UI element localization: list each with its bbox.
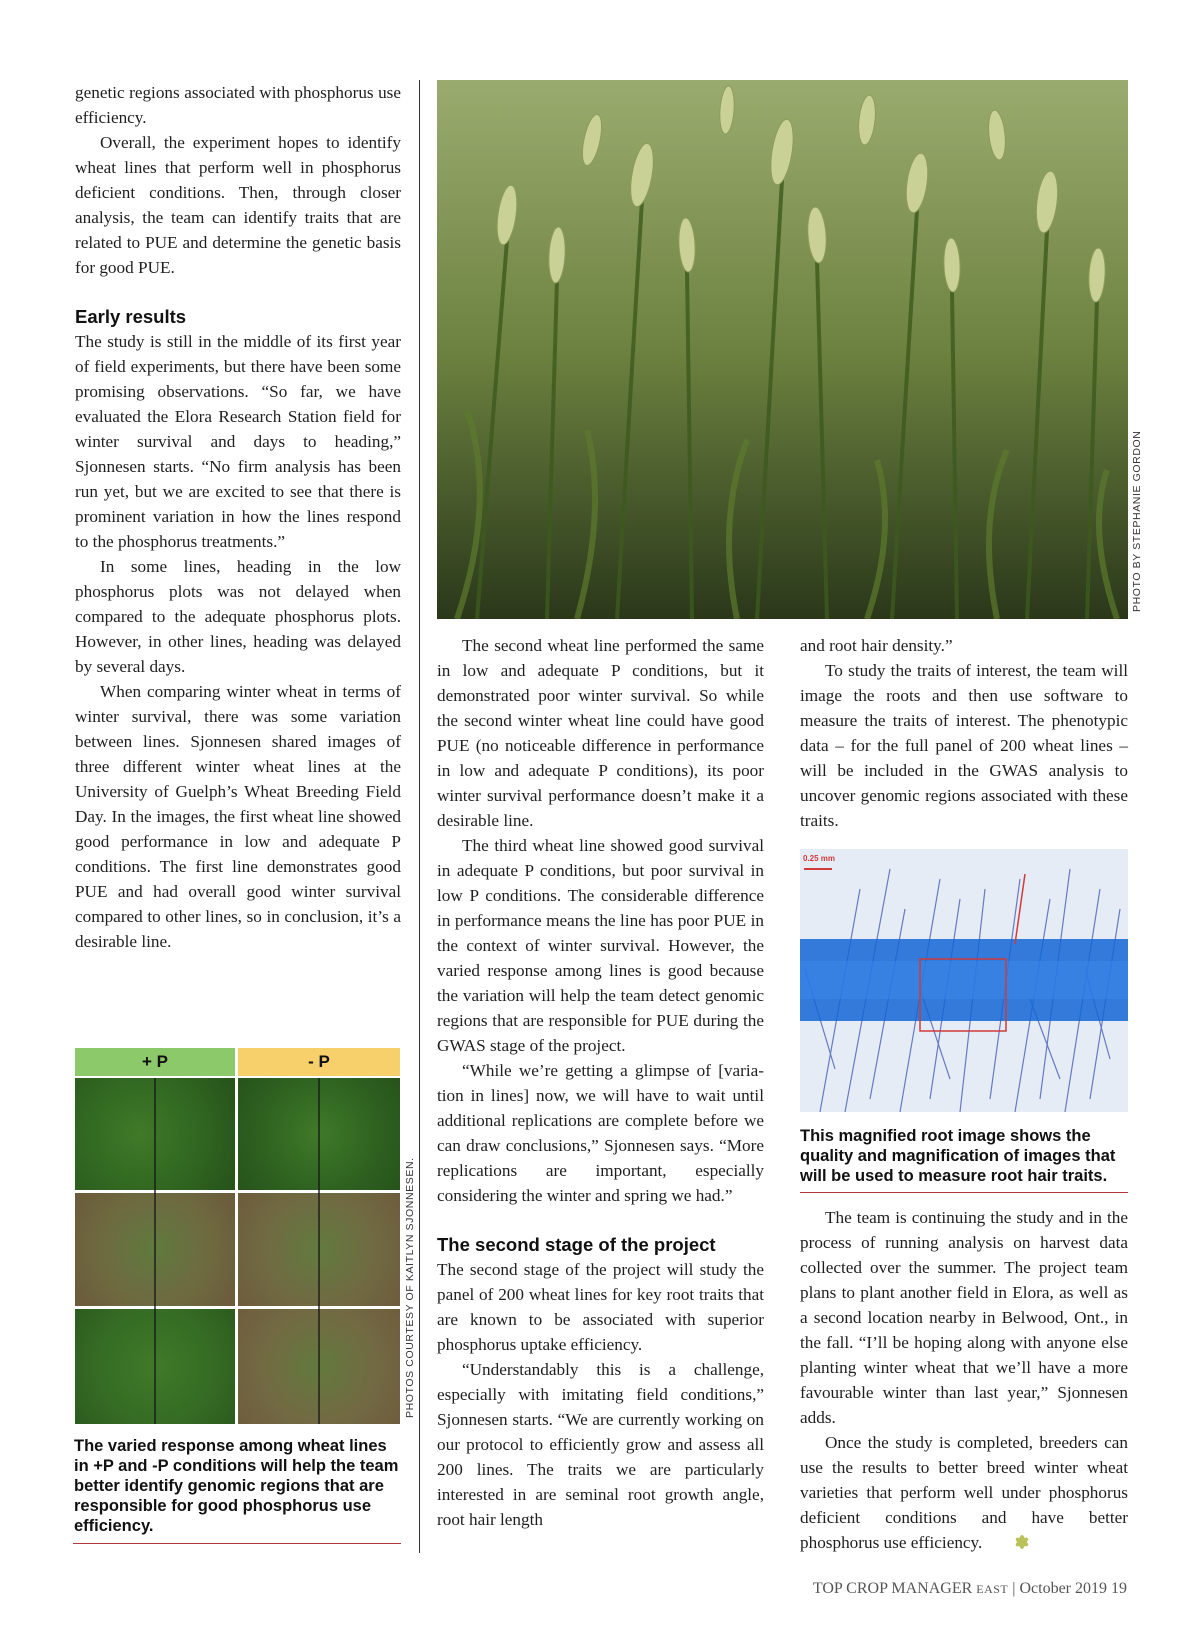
col3-paragraph-2: To study the traits of interest, the team will image the roots and then use software to measure the traits of interest. The phenotypic data – for the full panel of 200 wheat lines – will be included in the GWAS analysis to uncover genomic regions associated with these traits. xyxy=(800,661,1128,830)
col3-paragraph-1: and root hair density.” xyxy=(800,636,953,655)
root-microscope-photo xyxy=(800,849,1128,1112)
col3-paragraph-4 xyxy=(800,1430,1128,1555)
col3-paragraph-3: The team is continuing the study and in the process of running analysis on harvest data collected over the summer. The project team plans to plant another field in Elora, as well as a second location nearby in Belwood, Ont., in the fall. “I’ll be hoping along with anyone else planting winter wheat that we’ll have a more favourable winter than last year,” Sjonnesen adds. xyxy=(800,1208,1128,1427)
page-number: 19 xyxy=(1111,1580,1127,1597)
col1-paragraph-1: genetic regions associated with phosphorus use efficiency. xyxy=(75,83,401,127)
wheat-leaf-icon xyxy=(987,1533,1007,1551)
row-marker xyxy=(154,1078,156,1424)
root-illustration xyxy=(800,849,1128,1112)
publication-name: TOP CROP MANAGER xyxy=(812,1580,973,1597)
p-photo-caption: The varied response among wheat lines in +P and -P conditions will help the team better identify genomic regions that are responsible for good phosphorus use efficiency. xyxy=(74,1437,399,1535)
p-photo-credit: PHOTOS COURTESY OF KAITLYN SJONNESEN. xyxy=(404,1157,416,1418)
col2-paragraph-5: “Understandably this is a challenge, especially with imitating field conditions,” Sjonnesen starts. “We are currently working on our protocol to efficiently grow and assess all 200 lines. The traits we are particularly interested in are seminal root growth angle, root hair length xyxy=(437,1360,764,1529)
heading-early-results: Early results xyxy=(75,306,187,327)
column-divider xyxy=(419,80,420,1553)
plus-p-label: + P xyxy=(75,1048,235,1076)
row-marker xyxy=(318,1078,320,1424)
col1-paragraph-5: When comparing winter wheat in terms of winter survival, there was some variation between lines. Sjonnesen shared images of three different winter wheat lines at the University of Guelph’s Wheat Breeding Field Day. In the images, the first wheat line showed good performance in low and adequate P conditions. The first line demonstrates good PUE and had overall good winter survival compared to other lines, so in conclusion, it’s a desirable line. xyxy=(75,682,401,951)
col1-paragraph-4: In some lines, heading in the low phosphorus plots was not delayed when compared to the adequate phosphorus plots. However, in other lines, heading was delayed by several days. xyxy=(75,557,401,676)
col2-paragraph-4: The second stage of the project will study the panel of 200 wheat lines for key root traits that are known to be associated with superior phosphorus uptake efficiency. xyxy=(437,1260,764,1354)
col2-paragraph-2: The third wheat line showed good survival in adequate P conditions, but poor survival in low P conditions. The considerable difference in performance means the line has poor PUE in the context of winter survival. However, the varied response among lines is good because the variation will help the team detect genomic regions that are responsible for PUE during the GWAS stage of the project. xyxy=(437,836,764,1055)
column-2 xyxy=(437,633,764,1532)
wheat-field-illustration xyxy=(437,80,1128,619)
caption-rule xyxy=(800,1192,1128,1193)
root-photo-caption: This magnified root image shows the quality and magnification of images that will be used to measure root hair traits. xyxy=(800,1127,1116,1185)
heading-second-stage: The second stage of the project xyxy=(437,1234,716,1255)
wheat-photo-credit: PHOTO BY STEPHANIE GORDON xyxy=(1131,430,1143,612)
col3-paragraph-4-text: Once the study is completed, breeders can use the results to better breed winter wheat varieties that perform well under phosphorus deficient conditions and have better phosphorus use efficiency. xyxy=(800,1433,1128,1552)
phosphorus-comparison-photo xyxy=(75,1048,400,1424)
col2-paragraph-1: The second wheat line performed the same in low and adequate P conditions, but it demonstrated poor winter survival. So while the second winter wheat line could have good PUE (no noticeable difference in performance in low and adequate P conditions), its poor winter survival performance doesn’t make it a desirable line. xyxy=(437,636,764,830)
col1-paragraph-3: The study is still in the middle of its first year of field experiments, but there have been some promising observations. “So far, we have evaluated the Elora Research Station field for winter survival and days to heading,” Sjonnesen starts. “No firm analysis has been run yet, but we are excited to see that there is prominent variation in how the lines respond to the phosphorus treatments.” xyxy=(75,332,401,551)
caption-rule xyxy=(73,1543,401,1544)
column-3 xyxy=(800,633,1128,833)
wheat-field-photo xyxy=(437,80,1128,619)
col2-paragraph-3: “While we’re getting a glimpse of [variation in lines] now, we will have to wait until additional replications are complete before we can draw conclusions,” Sjonnesen says. “More replications are important, especially considering the winter and spring we had.” xyxy=(437,1061,764,1205)
column-3-lower xyxy=(800,1205,1128,1555)
scale-bar-label: 0.25 mm xyxy=(803,854,836,863)
issue-date: October 2019 xyxy=(1019,1580,1107,1597)
column-1 xyxy=(75,80,401,954)
minus-p-label: - P xyxy=(238,1048,400,1076)
page-footer xyxy=(813,1580,1127,1598)
publication-edition: EAST xyxy=(976,1582,1009,1596)
col1-paragraph-2: Overall, the experiment hopes to identify wheat lines that perform well in phosphorus deficient conditions. Then, through closer analysis, the team can identify traits that are related to PUE and determine the genetic basis for good PUE. xyxy=(75,133,401,277)
footer-separator: | xyxy=(1012,1580,1016,1597)
